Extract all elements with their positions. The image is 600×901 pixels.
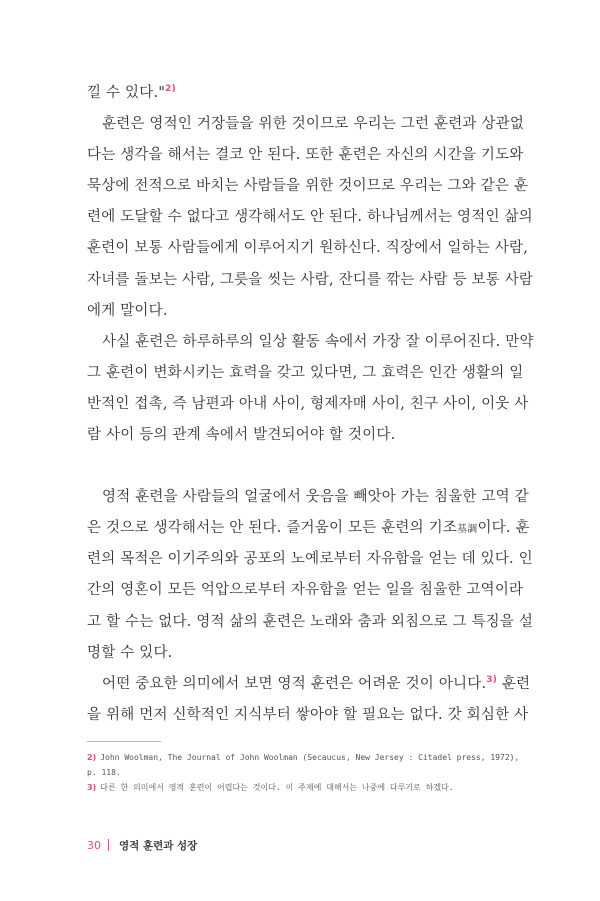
footer-divider bbox=[108, 839, 109, 851]
footnote-2 bbox=[87, 750, 527, 780]
line-text: 은 것으로 생각해서는 안 된다. 즐거움이 모든 훈련의 기조 bbox=[87, 520, 458, 537]
text-line: 묵상에 전적으로 바치는 사람들을 위한 것이므로 우리는 그와 같은 훈 bbox=[87, 178, 529, 195]
paragraph-start: 훈련은 영적인 거장들을 위한 것이므로 우리는 그런 훈련과 상관없 bbox=[102, 116, 525, 133]
line-text: 낄 수 있다." bbox=[87, 85, 166, 101]
text-line: 자녀를 돌보는 사람, 그릇을 씻는 사람, 잔디를 깎는 사람 등 보통 사람 bbox=[87, 271, 534, 288]
text-line: 고 할 수는 없다. 영적 삶의 훈련은 노래와 춤과 외침으로 그 특징을 설 bbox=[87, 613, 534, 630]
footnotes bbox=[87, 750, 527, 795]
text-line: 다는 생각을 해서는 결코 안 된다. 또한 훈련은 자신의 시간을 기도와 bbox=[87, 147, 524, 164]
line-text: 어떤 중요한 의미에서 보면 영적 훈련은 어려운 것이 아니다. bbox=[102, 675, 487, 692]
footnote-number: 2) bbox=[87, 753, 97, 762]
text-line: 간의 영혼이 모든 억압으로부터 자유함을 얻는 일을 침울한 고역이라 bbox=[87, 582, 524, 599]
text-line: 에게 말이다. bbox=[87, 302, 168, 319]
section-gap bbox=[87, 451, 524, 482]
footnote-text: John Woolman, The Journal of John Woolman (Secaucus, New Jersey : Citadel press, 1972), p. 118. bbox=[87, 753, 520, 777]
footnote-3 bbox=[87, 780, 527, 795]
paragraph-start: 영적 훈련을 사람들의 얼굴에서 웃음을 빼앗아 가는 침울한 고역 같 bbox=[102, 489, 529, 506]
body-text bbox=[87, 78, 534, 731]
footnote-rule bbox=[87, 741, 161, 742]
footnote-text: 다른 한 의미에서 영적 훈련이 어렵다는 것이다. 이 주제에 대해서는 나중에 다루기로 하겠다. bbox=[100, 783, 454, 792]
paragraph-start: 사실 훈련은 하루하루의 일상 활동 속에서 가장 잘 이루어진다. 만약 bbox=[102, 333, 534, 350]
page-number: 30 bbox=[87, 838, 101, 852]
page-footer bbox=[87, 837, 197, 853]
text-line: 람 사이 등의 관계 속에서 발견되어야 할 것이다. bbox=[87, 427, 396, 444]
text-line: 련의 목적은 이기주의와 공포의 노예로부터 자유함을 얻는 데 있다. 인 bbox=[87, 551, 533, 568]
running-title: 영적 훈련과 성장 bbox=[119, 839, 198, 852]
text-line: 련에 도달할 수 없다고 생각해서도 안 된다. 하나님께서는 영적인 삶의 bbox=[87, 209, 533, 226]
line-text: 훈련 bbox=[497, 675, 531, 692]
text-line bbox=[87, 513, 530, 544]
text-line: 훈련이 보통 사람들에게 이루어지기 원하신다. 직장에서 일하는 사람, bbox=[87, 240, 529, 257]
paragraph-start bbox=[87, 669, 531, 700]
text-line: 반적인 접촉, 즉 남편과 아내 사이, 형제자매 사이, 친구 사이, 이웃 사 bbox=[87, 395, 529, 412]
text-line: 명할 수 있다. bbox=[87, 644, 173, 661]
footnote-ref-2[interactable]: 2) bbox=[165, 84, 176, 95]
line-text: 이다. 훈 bbox=[477, 520, 530, 537]
hanja-gloss: 基調 bbox=[457, 524, 478, 536]
footnote-number: 3) bbox=[87, 783, 97, 792]
footnote-ref-3[interactable]: 3) bbox=[486, 674, 498, 685]
text-line: 을 위해 먼저 신학적인 지식부터 쌓아야 할 필요는 없다. 갓 회심한 사 bbox=[87, 706, 529, 723]
text-line: 그 훈련이 변화시키는 효력을 갖고 있다면, 그 효력은 인간 생활의 일 bbox=[87, 364, 524, 381]
text-line bbox=[87, 78, 524, 109]
